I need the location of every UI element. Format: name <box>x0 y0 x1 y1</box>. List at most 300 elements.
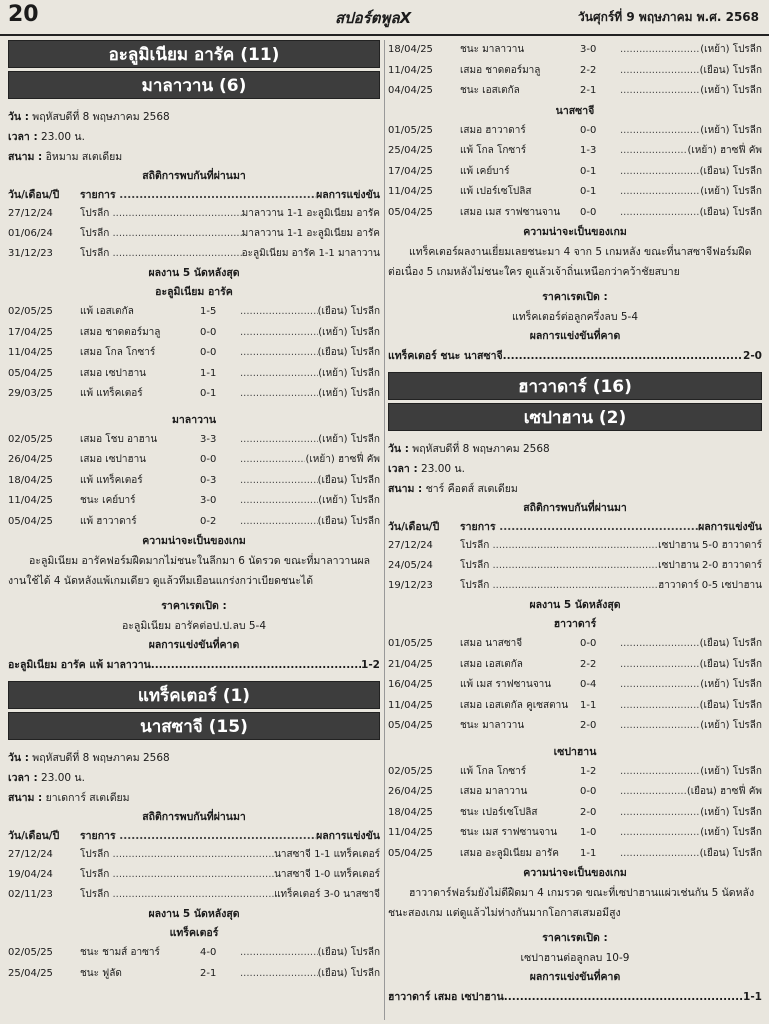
prediction-row <box>388 346 762 366</box>
form-score: 0-4 <box>580 679 597 690</box>
h2h-date: 19/04/24 <box>8 869 53 880</box>
form-row <box>8 302 380 323</box>
form-score: 2-2 <box>580 658 597 670</box>
leader-dots <box>620 823 700 844</box>
match-time <box>8 768 380 788</box>
h2h-row <box>8 244 380 264</box>
form-opponent: แพ้ แทร็คเตอร์ <box>80 474 143 486</box>
match-preview-continued <box>388 40 762 372</box>
odds-title: ราคาเรตเปิด : <box>161 600 227 612</box>
form-date: 02/05/25 <box>8 306 53 317</box>
form-date: 18/04/25 <box>388 44 433 55</box>
leader-dots <box>620 634 700 655</box>
form-venue: (เยือน) โปรลีก <box>317 947 380 958</box>
form-opponent: เสมอ โกล โกซาร์ <box>80 347 156 358</box>
form-row <box>388 696 762 717</box>
form-date: 05/04/25 <box>388 206 433 218</box>
h2h-competition: โปรลีก ..... <box>80 865 274 885</box>
home-team-banner: ฮาวาดาร์ (16) <box>388 372 762 400</box>
prediction-score: 2-0 <box>743 350 762 362</box>
form-score: 2-2 <box>580 64 597 76</box>
away-team-name: เซปาฮาน <box>553 745 597 758</box>
form-date: 05/04/25 <box>388 847 433 859</box>
form-venue: (เหย้า) ฮาซฟี่ คัพ <box>687 145 762 156</box>
form-score: 0-0 <box>200 454 217 465</box>
h2h-title: สถิติการพบกันที่ผ่านมา <box>142 811 246 823</box>
h2h-competition: โปรลีก ..... <box>80 885 274 905</box>
home-team-banner: อะลูมิเนียม อารัค (11) <box>8 40 380 68</box>
form-score: 3-0 <box>200 495 217 506</box>
form-title: ผลงาน 5 นัดหลังสุด <box>529 599 621 611</box>
form-score: 1-5 <box>200 306 217 317</box>
form-date: 11/04/25 <box>388 699 433 711</box>
h2h-date: 24/05/24 <box>388 560 433 571</box>
leader-dots <box>240 964 318 985</box>
time-label: เวลา : <box>8 772 38 784</box>
form-opponent: ชนะ มาลาวาน <box>460 720 525 731</box>
form-row <box>388 823 762 844</box>
leader-dots <box>503 346 743 366</box>
stadium-label: สนาม : <box>8 792 43 804</box>
form-score: 0-1 <box>200 388 217 399</box>
form-score: 1-1 <box>200 367 217 379</box>
col-result-header: ผลการแข่งขัน <box>316 189 380 201</box>
time-value: 23.00 น. <box>41 131 85 143</box>
analysis-text: ฮาวาดาร์ฟอร์มยังไม่ดีฝืดมา 4 เกมรวด ขณะที่เซปาฮานแผ่วเช่นกัน 5 นัดหลังชนะสองเกม แต่ดูแล้วไม่ห่างกันมากโอกาสเสมอมีสูง <box>388 887 755 919</box>
form-date: 16/04/25 <box>388 679 433 690</box>
h2h-competition: โปรลีก ..... <box>80 224 242 244</box>
form-row <box>388 203 762 224</box>
column-divider <box>384 40 385 1020</box>
prediction-row <box>388 987 762 1007</box>
form-score: 0-0 <box>580 638 597 649</box>
form-venue: (เยือน) โปรลีก <box>699 658 762 670</box>
form-date: 11/04/25 <box>8 347 53 358</box>
form-opponent: แพ้ โกล โกซาร์ <box>460 145 527 156</box>
col-comp-header: รายการ ..... <box>80 827 316 845</box>
form-opponent: เสมอ ชาดตอร์มาลู <box>80 326 161 338</box>
form-venue: (เยือน) โปรลีก <box>699 638 762 649</box>
h2h-result: นาสซาจี 1-0 แทร็คเตอร์ <box>274 869 380 880</box>
form-opponent: เสมอ มาลาวาน <box>460 786 528 797</box>
form-venue: (เหย้า) โปรลีก <box>700 765 762 777</box>
h2h-row <box>8 865 380 885</box>
form-opponent: แพ้ เมส ราฟซานจาน <box>460 679 552 690</box>
form-score: 2-0 <box>580 720 597 731</box>
col-comp-header: รายการ ..... <box>460 518 698 536</box>
form-date: 11/04/25 <box>388 827 433 838</box>
leader-dots <box>620 762 700 783</box>
leader-dots <box>620 182 700 203</box>
form-opponent: เสมอ ฮาวาดาร์ <box>460 124 526 136</box>
h2h-date: 27/12/24 <box>8 849 53 860</box>
form-date: 01/05/25 <box>388 638 433 649</box>
form-row <box>388 182 762 203</box>
home-team-name: อะลูมิเนียม อารัค <box>155 286 233 298</box>
form-venue: (เยือน) ฮาซฟี่ คัพ <box>686 786 762 797</box>
form-score: 0-3 <box>200 474 217 486</box>
leader-dots <box>504 987 743 1007</box>
h2h-competition: โปรลีก ..... <box>460 536 658 556</box>
leader-dots <box>620 655 700 676</box>
form-opponent: ชนะ ฟูลัด <box>80 967 122 979</box>
form-venue: (เยือน) โปรลีก <box>317 474 380 486</box>
page-number: 20 <box>8 2 39 27</box>
h2h-row <box>388 576 762 596</box>
leader-dots <box>620 696 700 717</box>
left-column <box>8 40 380 1020</box>
form-venue: (เยือน) โปรลีก <box>699 699 762 711</box>
form-date: 05/04/25 <box>8 515 53 527</box>
form-opponent: เสมอ ชาดตอร์มาลู <box>460 64 541 76</box>
form-date: 25/04/25 <box>8 967 53 979</box>
leader-dots <box>240 471 318 492</box>
prediction-text: แทร็คเตอร์ ชนะ นาสซาจี <box>388 350 503 362</box>
form-score: 0-2 <box>200 515 217 527</box>
prediction-row <box>8 655 380 675</box>
leader-dots <box>151 655 361 675</box>
h2h-competition: โปรลีก ..... <box>80 204 242 224</box>
h2h-result: แทร็คเตอร์ 3-0 นาสซาจี <box>274 889 380 900</box>
form-opponent: ชนะ เมส ราฟซานจาน <box>460 827 558 838</box>
leader-dots <box>620 141 687 162</box>
h2h-competition: โปรลีก ..... <box>80 845 274 865</box>
prediction-title: ผลการแข่งขันที่คาด <box>529 971 621 983</box>
h2h-date: 31/12/23 <box>8 248 53 259</box>
stadium-label: สนาม : <box>8 151 43 163</box>
form-score: 0-0 <box>200 347 217 358</box>
form-title: ผลงาน 5 นัดหลังสุด <box>148 908 240 920</box>
form-opponent: เสมอ เอสเตกัล คูเซสตาน <box>460 699 569 711</box>
publication-date: วันศุกร์ที่ 9 พฤษภาคม พ.ศ. 2568 <box>578 10 759 24</box>
match-preview <box>388 372 762 1013</box>
odds-title: ราคาเรตเปิด : <box>542 932 608 944</box>
leader-dots <box>240 943 318 964</box>
form-score: 0-0 <box>580 124 597 136</box>
form-date: 02/05/25 <box>8 947 53 958</box>
stadium-label: สนาม : <box>388 483 423 495</box>
col-result-header: ผลการแข่งขัน <box>316 830 380 842</box>
leader-dots <box>620 121 700 142</box>
home-team-banner: แทร็คเตอร์ (1) <box>8 681 380 709</box>
form-date: 02/05/25 <box>8 433 53 445</box>
form-opponent: ชนะ มาลาวาน <box>460 44 525 55</box>
form-venue: (เหย้า) โปรลีก <box>700 85 762 96</box>
form-row <box>388 40 762 61</box>
form-venue: (เหย้า) โปรลีก <box>318 388 380 399</box>
form-opponent: ชนะ เคย์บาร์ <box>80 495 136 506</box>
form-row <box>8 450 380 471</box>
leader-dots <box>620 40 700 61</box>
h2h-result: ฮาวาดาร์ 0-5 เซปาฮาน <box>658 580 762 591</box>
time-value: 23.00 น. <box>421 463 465 475</box>
form-venue: (เยือน) โปรลีก <box>317 306 380 317</box>
probability-title: ความน่าจะเป็นของเกม <box>523 867 627 879</box>
form-score: 2-1 <box>580 85 597 96</box>
leader-dots <box>620 844 700 865</box>
stadium-value: ชาร์ คือตส์ สเตเดียม <box>425 483 518 495</box>
form-date: 17/04/25 <box>388 165 433 177</box>
form-score: 2-1 <box>200 967 217 979</box>
h2h-row <box>8 845 380 865</box>
leader-dots <box>620 716 700 737</box>
h2h-header-row <box>388 518 762 536</box>
form-opponent: ชนะ เปอร์เซโปลิส <box>460 806 538 818</box>
prediction-score: 1-1 <box>743 991 762 1003</box>
leader-dots <box>620 203 700 224</box>
form-venue: (เหย้า) โปรลีก <box>318 367 380 379</box>
away-team-name: นาสซาจี <box>555 104 595 117</box>
probability-title: ความน่าจะเป็นของเกม <box>142 535 246 547</box>
form-venue: (เหย้า) โปรลีก <box>700 806 762 818</box>
form-opponent: แพ้ ฮาวาดาร์ <box>80 515 137 527</box>
prediction-text: อะลูมิเนียม อารัค แพ้ มาลาวาน <box>8 659 151 671</box>
form-row <box>388 803 762 824</box>
form-opponent: ชนะ ชามส์ อาซาร์ <box>80 947 160 958</box>
leader-dots <box>620 162 700 183</box>
form-venue: (เยือน) โปรลีก <box>317 967 380 979</box>
match-day <box>8 748 380 768</box>
form-venue: (เหย้า) โปรลีก <box>318 495 380 506</box>
h2h-date: 01/06/24 <box>8 228 53 239</box>
home-team-name: แทร็คเตอร์ <box>169 927 219 939</box>
form-score: 0-1 <box>580 165 597 177</box>
form-score: 0-1 <box>580 186 597 197</box>
away-team-banner: นาสซาจี (15) <box>8 712 380 740</box>
form-date: 11/04/25 <box>388 186 433 197</box>
h2h-header-row <box>8 827 380 845</box>
h2h-result: เซปาฮาน 5-0 ฮาวาดาร์ <box>658 540 762 551</box>
form-row <box>388 162 762 183</box>
form-title: ผลงาน 5 นัดหลังสุด <box>148 267 240 279</box>
h2h-result: นาสซาจี 1-1 แทร็คเตอร์ <box>274 849 380 860</box>
col-comp-header: รายการ ..... <box>80 186 316 204</box>
form-venue: (เหย้า) โปรลีก <box>700 720 762 731</box>
form-venue: (เหย้า) โปรลีก <box>318 326 380 338</box>
form-opponent: เสมอ เมส ราฟซานจาน <box>460 206 561 218</box>
form-venue: (เหย้า) โปรลีก <box>700 44 762 55</box>
form-row <box>388 121 762 142</box>
h2h-header-row <box>8 186 380 204</box>
form-opponent: แพ้ เคย์บาร์ <box>460 165 510 177</box>
form-score: 0-0 <box>580 206 597 218</box>
form-opponent: เสมอ อะลูมิเนียม อารัค <box>460 847 559 859</box>
form-venue: (เยือน) โปรลีก <box>699 165 762 177</box>
h2h-result: เซปาฮาน 2-0 ฮาวาดาร์ <box>658 560 762 571</box>
analysis-text: แทร็คเตอร์ผลงานเยี่ยมเลยชนะมา 4 จาก 5 เกมหลัง ขณะที่นาสซาจีฟอร์มฝืดต่อเนื่อง 5 เกมหลังไม่ชนะใคร ดูแล้วเจ้าถิ่นเหนือกว่าคว้าชัยสบาย <box>388 246 752 278</box>
away-team-banner: เซปาฮาน (2) <box>388 403 762 431</box>
form-row <box>8 964 380 985</box>
form-score: 0-0 <box>580 786 597 797</box>
form-date: 11/04/25 <box>8 495 53 506</box>
match-day <box>388 439 762 459</box>
right-column <box>388 40 762 1020</box>
leader-dots <box>620 61 700 82</box>
form-date: 11/04/25 <box>388 64 433 76</box>
away-team-name: มาลาวาน <box>171 413 217 426</box>
day-label: วัน : <box>388 443 409 455</box>
h2h-title: สถิติการพบกันที่ผ่านมา <box>523 502 627 514</box>
match-preview <box>8 681 380 984</box>
form-venue: (เหย้า) โปรลีก <box>700 186 762 197</box>
form-score: 4-0 <box>200 947 217 958</box>
form-venue: (เหย้า) โปรลีก <box>700 679 762 690</box>
leader-dots <box>240 364 318 385</box>
h2h-competition: โปรลีก ..... <box>80 244 242 264</box>
leader-dots <box>240 384 318 405</box>
form-row <box>388 141 762 162</box>
leader-dots <box>620 782 687 803</box>
prediction-title: ผลการแข่งขันที่คาด <box>148 639 240 651</box>
form-score: 1-1 <box>580 699 597 711</box>
spacer <box>388 1007 762 1013</box>
leader-dots <box>240 512 318 533</box>
form-date: 21/04/25 <box>388 658 433 670</box>
page-header <box>0 0 769 36</box>
match-time <box>8 127 380 147</box>
form-score: 3-0 <box>580 44 597 55</box>
form-opponent: เสมอ นาสซาจี <box>460 638 523 649</box>
away-team-banner: มาลาวาน (6) <box>8 71 380 99</box>
col-date-header: วัน/เดือน/ปี <box>8 189 60 201</box>
form-score: 1-2 <box>580 765 597 777</box>
h2h-result: อะลูมิเนียม อารัค 1-1 มาลาวาน <box>241 248 380 259</box>
form-row <box>8 491 380 512</box>
day-value: พฤหัสบดีที่ 8 พฤษภาคม 2568 <box>32 111 170 123</box>
form-row <box>8 384 380 405</box>
form-score: 3-3 <box>200 433 217 445</box>
day-label: วัน : <box>8 111 29 123</box>
form-row <box>388 655 762 676</box>
leader-dots <box>620 803 700 824</box>
day-label: วัน : <box>8 752 29 764</box>
form-date: 29/03/25 <box>8 388 53 399</box>
form-date: 04/04/25 <box>388 85 433 96</box>
form-date: 18/04/25 <box>388 806 433 818</box>
form-opponent: แพ้ เอสเตกัล <box>80 306 134 317</box>
leader-dots <box>240 450 305 471</box>
form-date: 02/05/25 <box>388 765 433 777</box>
form-opponent: แพ้ เปอร์เซโปลิส <box>460 186 532 197</box>
form-opponent: เสมอ โชบ อาฮาน <box>80 433 158 445</box>
form-score: 1-1 <box>580 847 597 859</box>
h2h-date: 27/12/24 <box>8 208 53 219</box>
form-venue: (เหย้า) ฮาซฟี่ คัพ <box>305 454 380 465</box>
form-date: 26/04/25 <box>8 454 53 465</box>
h2h-row <box>8 204 380 224</box>
prediction-title: ผลการแข่งขันที่คาด <box>529 330 621 342</box>
match-day <box>8 107 380 127</box>
form-row <box>388 782 762 803</box>
analysis-text: อะลูมิเนียม อารัคฟอร์มฝืดมากไม่ชนะในลีกมา 6 นัดรวด ขณะที่มาลาวานผลงานใช้ได้ 4 นัดหลังแพ้เกมเดียว ดูแล้วทีมเยือนแกร่งกว่าเบียดชนะได้ <box>8 555 371 587</box>
h2h-date: 19/12/23 <box>388 580 433 591</box>
h2h-result: มาลาวาน 1-1 อะลูมิเนียม อารัค <box>241 228 380 239</box>
form-date: 17/04/25 <box>8 326 53 338</box>
form-opponent: แพ้ โกล โกซาร์ <box>460 765 527 777</box>
form-row <box>388 844 762 865</box>
form-date: 05/04/25 <box>8 367 53 379</box>
odds-value: เซปาฮานต่อลูกลบ 10-9 <box>520 952 630 964</box>
form-row <box>388 81 762 102</box>
form-score: 0-0 <box>200 326 217 338</box>
time-value: 23.00 น. <box>41 772 85 784</box>
form-row <box>8 364 380 385</box>
time-label: เวลา : <box>8 131 38 143</box>
odds-value: แทร็คเตอร์ต่อลูกครึ่งลบ 5-4 <box>512 311 638 323</box>
leader-dots <box>240 491 318 512</box>
time-label: เวลา : <box>388 463 418 475</box>
h2h-row <box>388 536 762 556</box>
match-stadium <box>388 479 762 499</box>
day-value: พฤหัสบดีที่ 8 พฤษภาคม 2568 <box>32 752 170 764</box>
form-row <box>388 634 762 655</box>
form-venue: (เหย้า) โปรลีก <box>700 124 762 136</box>
match-preview <box>8 40 380 681</box>
form-opponent: เสมอ เซปาฮาน <box>80 454 147 465</box>
home-team-name: ฮาวาดาร์ <box>553 618 597 630</box>
form-row <box>388 61 762 82</box>
odds-title: ราคาเรตเปิด : <box>542 291 608 303</box>
form-opponent: เสมอ เซปาฮาน <box>80 367 147 379</box>
form-venue: (เยือน) โปรลีก <box>699 64 762 76</box>
form-row <box>388 716 762 737</box>
h2h-date: 27/12/24 <box>388 540 433 551</box>
form-venue: (เหย้า) โปรลีก <box>318 433 380 445</box>
form-venue: (เยือน) โปรลีก <box>699 206 762 218</box>
prediction-text: ฮาวาดาร์ เสมอ เซปาฮาน <box>388 991 504 1003</box>
odds-value: อะลูมิเนียม อารัคต่อป.ป.ลบ 5-4 <box>121 620 267 632</box>
match-stadium <box>8 147 380 167</box>
day-value: พฤหัสบดีที่ 8 พฤษภาคม 2568 <box>412 443 550 455</box>
form-date: 18/04/25 <box>8 474 53 486</box>
form-row <box>388 675 762 696</box>
match-time <box>388 459 762 479</box>
probability-title: ความน่าจะเป็นของเกม <box>523 226 627 238</box>
form-row <box>8 323 380 344</box>
form-score: 2-0 <box>580 806 597 818</box>
leader-dots <box>240 343 318 364</box>
col-date-header: วัน/เดือน/ปี <box>388 521 440 533</box>
form-score: 1-0 <box>580 827 597 838</box>
h2h-row <box>8 885 380 905</box>
prediction-score: 1-2 <box>361 659 380 671</box>
form-row <box>8 471 380 492</box>
h2h-title: สถิติการพบกันที่ผ่านมา <box>142 170 246 182</box>
leader-dots <box>240 302 318 323</box>
form-row <box>8 430 380 451</box>
h2h-result: มาลาวาน 1-1 อะลูมิเนียม อารัค <box>241 208 380 219</box>
h2h-date: 02/11/23 <box>8 889 53 900</box>
form-date: 01/05/25 <box>388 124 433 136</box>
form-opponent: เสมอ เอสเตกัล <box>460 658 523 670</box>
form-row <box>8 343 380 364</box>
form-date: 05/04/25 <box>388 720 433 731</box>
match-stadium <box>8 788 380 808</box>
form-date: 25/04/25 <box>388 145 433 156</box>
h2h-competition: โปรลีก ..... <box>460 556 658 576</box>
leader-dots <box>240 430 318 451</box>
col-result-header: ผลการแข่งขัน <box>698 521 762 533</box>
form-row <box>8 512 380 533</box>
col-date-header: วัน/เดือน/ปี <box>8 830 60 842</box>
leader-dots <box>620 81 700 102</box>
stadium-value: อิหมาม สเตเดียม <box>45 151 123 163</box>
form-venue: (เหย้า) โปรลีก <box>700 827 762 838</box>
form-opponent: แพ้ แทร็คเตอร์ <box>80 388 143 399</box>
leader-dots <box>240 323 318 344</box>
stadium-value: ยาเดการ์ สเตเดียม <box>45 792 130 804</box>
form-row <box>388 762 762 783</box>
